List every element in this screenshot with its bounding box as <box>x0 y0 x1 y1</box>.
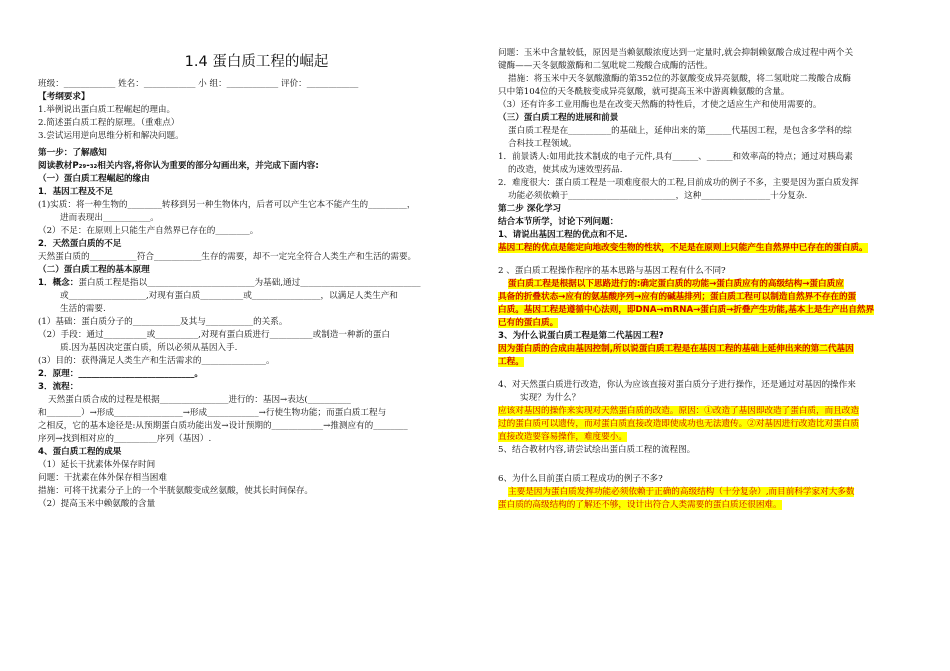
answer-2-line: 已有的蛋白质。 <box>498 318 559 328</box>
answer-3-line: 工程。 <box>498 357 524 367</box>
results-heading: 4、蛋白质工程的成果 <box>38 447 122 457</box>
sec1-sub1-line: (1)实质：将一种生物的________转移到另一种生物体内，后者可以产生它本不能产生的_________， <box>38 200 416 210</box>
principle-line: 2．原理：___________________________。 <box>38 369 203 379</box>
section2-heading: （二）蛋白质工程的基本原理 <box>38 265 150 275</box>
page-title: 1.4 蛋白质工程的崛起 <box>184 54 329 70</box>
right-line: 功能必须依赖于_________________________，这种________________十分复杂. <box>508 191 808 201</box>
process-line: 和________）→形成________________→形成____________→行使生物功能；而蛋白质工程与 <box>38 408 387 418</box>
right-column <box>498 47 918 512</box>
results-line: （1）延长干扰素体外保存时间 <box>38 460 156 470</box>
right-line: 1．前景诱人:如用此技术制成的电子元件,具有______、______和效率高的特点；通过对胰岛素 <box>498 152 853 162</box>
step1-heading: 第一步：了解感知 <box>38 148 107 158</box>
process-line: 天然蛋白质合成的过程是根据________________进行的：基因→表达(__________ <box>48 395 351 405</box>
means-line: （2）手段：通过__________或__________,对现有蛋白质进行__________或制造一种新的蛋白 <box>38 330 390 340</box>
right-line: 问题：玉米中含量较低，原因是当赖氨酸浓度达到一定量时,就会抑制赖氨酸合成过程中两个关 <box>498 48 854 58</box>
process-line: 之相反，它的基本途径是:从预期蛋白质功能出发→设计预期的____________→推测应有的________ <box>38 421 408 431</box>
kaogang-heading: 【考纲要求】 <box>38 92 90 102</box>
question-3: 3、为什么说蛋白质工程是第二代基因工程? <box>498 331 664 341</box>
right-line: 2．难度很大：蛋白质工程是一项难度很大的工程,目前成功的例子不多，主要是因为蛋白质发挥 <box>498 178 859 188</box>
step2-instruction: 结合本节所学，讨论下列问题： <box>498 217 619 227</box>
question-6: 6、为什么目前蛋白质工程成功的例子不多? <box>498 474 663 484</box>
answer-4-line: 直接改造要容易操作，难度要小。 <box>498 432 627 442</box>
right-line: 措施：将玉米中天冬氨酸激酶的第352位的苏氨酸变成异亮氨酸，将二氢吡啶二羧酸合成酶 <box>508 74 851 84</box>
right-line: 蛋白质工程是在__________的基础上，延伸出来的第______代基因工程，是包含多学科的综 <box>508 126 852 136</box>
concept-line: 蛋白质工程是指以_________________________为基础,通过____________________________ <box>78 278 421 288</box>
answer-2-line: 白质。基因工程是遵循中心法则，即DNA→mRNA→蛋白质→折叠产生功能,基本上是生产出自然界 <box>498 305 875 315</box>
answer-4-line: 应该对基因的操作来实现对天然蛋白质的改造。原因：①改造了基因即改造了蛋白质，而且改造 <box>498 406 859 416</box>
left-column <box>38 0 475 511</box>
sec1-sub1-line: （2）不足：在原则上只能生产自然界已存在的________。 <box>38 226 259 236</box>
results-line: 问题：干扰素在体外保存相当困难 <box>38 473 167 483</box>
question-5: 5、结合教材内容,请尝试绘出蛋白质工程的流程图。 <box>498 445 696 455</box>
right-line: （3）还有许多工业用酶也是在改变天然酶的特性后，才使之适应生产和使用需要的。 <box>498 100 822 110</box>
sec1-sub1: 1．基因工程及不足 <box>38 187 113 197</box>
right-line: 只中第104位的天冬酰胺变成异亮氨酸，就可提高玉米中游离赖氨酸的含量。 <box>498 87 790 97</box>
question-4: 4、对天然蛋白质进行改造，你认为应该直接对蛋白质分子进行操作，还是通过对基因的操作来 <box>498 380 856 390</box>
kaogang-item: 1.举例说出蛋白质工程崛起的理由。 <box>38 105 176 115</box>
results-line: （2）提高玉米中赖氨酸的含量 <box>38 499 156 509</box>
answer-1: 基因工程的优点是能定向地改变生物的性状，不足是在原则上只能产生自然界中已存在的蛋白质。 <box>498 243 868 253</box>
sec1-sub1-line: 进而表现出___________。 <box>60 213 159 223</box>
section1-heading: （一）蛋白质工程崛起的缘由 <box>38 174 150 184</box>
purpose-line: (3）目的：获得满足人类生产和生活需求的_______________。 <box>38 356 275 366</box>
answer-2-line: 具备的折叠状态→应有的氨基酸序列→应有的碱基排列；蛋白质工程可以制造自然界不存在的蛋 <box>498 292 857 302</box>
step1-instruction: 阅读教材P₂₉-₃₂相关内容,将你认为重要的部分勾画出来，并完成下面内容: <box>38 161 319 171</box>
right-line: 合科技工程领域。 <box>508 139 577 149</box>
kaogang-item: 2.简述蛋白质工程的原理。（重难点） <box>38 118 180 128</box>
info-line: 班级：____________ 姓名：____________ 小 组：____________ 评价：____________ <box>38 79 359 89</box>
answer-6-line: 主要是因为蛋白质发挥功能必须依赖于正确的高级结构（十分复杂）,而目前科学家对大多数 <box>508 487 855 497</box>
answer-3-line: 因为蛋白质的合成由基因控制,所以说蛋白质工程是在基因工程的基础上延伸出来的第二代基因 <box>498 344 854 354</box>
concept-label: 1．概念： <box>38 278 79 288</box>
sec1-sub2-line: 天然蛋白质的___________符合___________生存的需要，却不一定完全符合人类生产和生活的需要。 <box>38 252 417 262</box>
question-2: 2 、蛋白质工程操作程序的基本思路与基因工程有什么不同? <box>498 266 726 276</box>
right-line: 的改造，使其成为速效型药品. <box>508 165 623 175</box>
process-line: 序列→找到相对应的__________序列（基因）. <box>38 434 212 444</box>
sec1-sub2: 2．天然蛋白质的不足 <box>38 239 122 249</box>
concept-line: 或__________________,对现有蛋白质__________或________________，以满足人类生产和 <box>60 291 398 301</box>
question-1: 1、请说出基因工程的优点和不足. <box>498 230 628 240</box>
results-line: 措施：可将干扰素分子上的一个半胱氨酸变成丝氨酸，使其长时间保存。 <box>38 486 314 496</box>
question-4: 实现？为什么？ <box>520 393 581 403</box>
step2-heading: 第二步 深化学习 <box>498 204 562 214</box>
kaogang-item: 3.尝试运用逆向思维分析和解决问题。 <box>38 131 184 141</box>
means-line: 质.因为基因决定蛋白质，所以必须从基因入手. <box>60 343 238 353</box>
right-line: 键酶——天冬氨酸激酶和二氢吡啶二羧酸合成酶的活性。 <box>498 61 713 71</box>
basis-line: (1）基础：蛋白质分子的___________及其与___________的关系。 <box>38 317 288 327</box>
answer-2-line: 蛋白质工程是根据以下思路进行的:确定蛋白质的功能→蛋白质应有的高级结构→蛋白质应 <box>508 279 844 289</box>
section3-heading: （三）蛋白质工程的进展和前景 <box>498 113 619 123</box>
concept-line: 生活的需要. <box>60 304 106 314</box>
answer-4-line: 过的蛋白质可以遗传，而对蛋白质直接改造即使成功也无法遗传。②对基因进行改造比对蛋白质 <box>498 419 859 429</box>
process-heading: 3．流程： <box>38 382 79 392</box>
answer-6-line: 蛋白质的高级结构的了解还不够，设计出符合人类需要的蛋白质还很困难。 <box>498 500 782 510</box>
